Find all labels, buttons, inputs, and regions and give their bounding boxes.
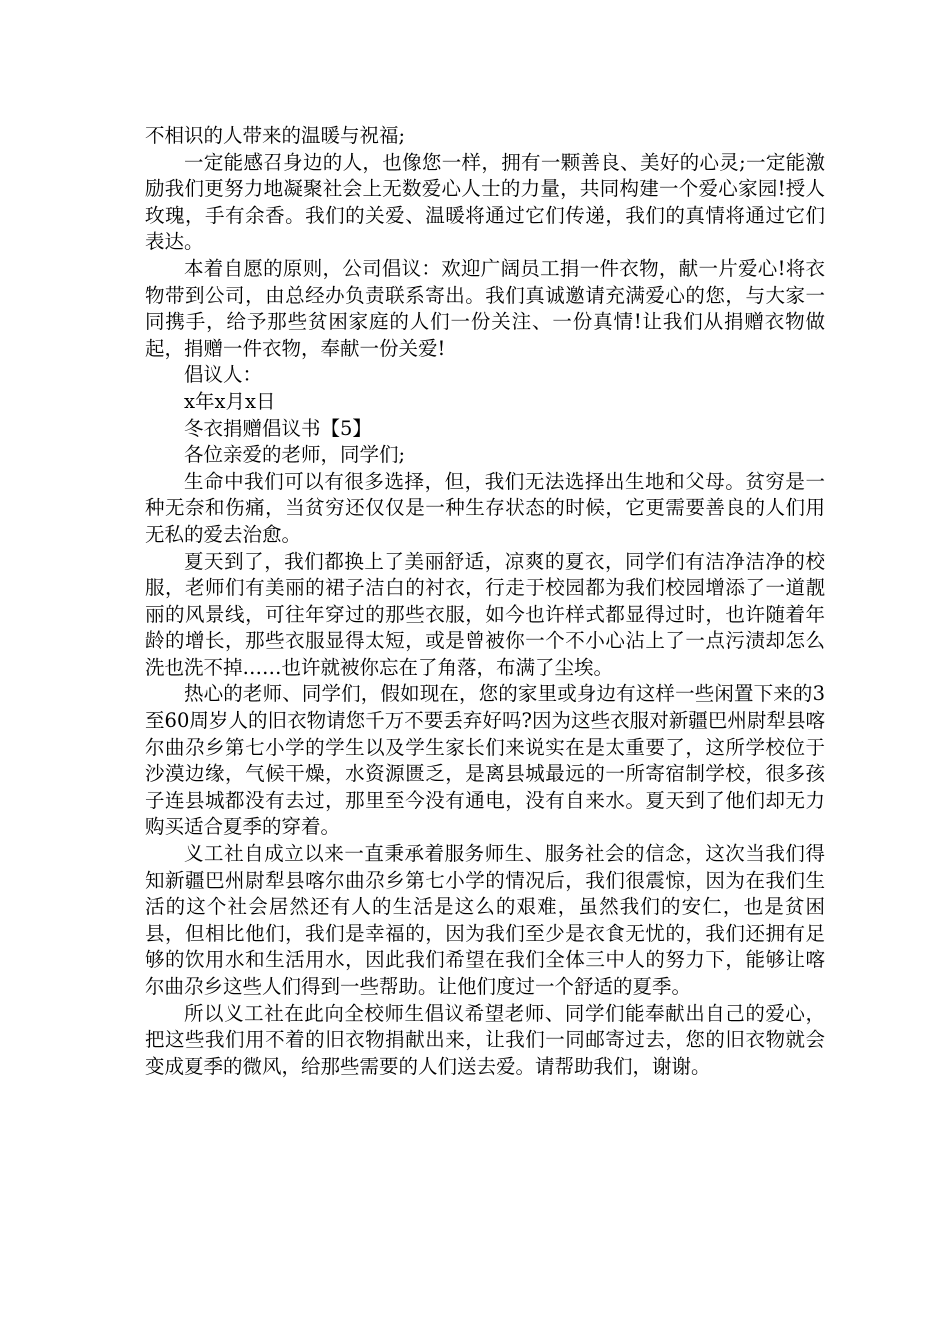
section-title: 冬衣捐赠倡议书【5】 bbox=[184, 416, 372, 440]
paragraph-poverty: 生命中我们可以有很多选择，但，我们无法选择出生地和父母。贫穷是一种无奈和伤痛，当贫穷还仅仅是一种生存状态的时候，它更需要善良的人们用无私的爱去治愈。 bbox=[145, 469, 825, 546]
paragraph-closing-appeal: 所以义工社在此向全校师生倡议希望老师、同学们能奉献出自己的爱心，把这些我们用不着的旧衣物捐献出来，让我们一同邮寄过去，您的旧衣物就会变成夏季的微风，给那些需要的人们送去爱。请帮助我们，谢谢。 bbox=[145, 1001, 825, 1078]
paragraph-greeting-tail: 不相识的人带来的温暖与祝福; bbox=[145, 124, 406, 147]
date-line: x年x月x日 bbox=[184, 389, 276, 413]
salutation: 各位亲爱的老师，同学们; bbox=[184, 443, 406, 467]
document-body bbox=[145, 123, 825, 1080]
paragraph-company-proposal: 本着自愿的原则，公司倡议：欢迎广阔员工捐一件衣物，献一片爱心!将衣物带到公司，由总经办负责联系寄出。我们真诚邀请充满爱心的您，与大家一同携手，给予那些贫困家庭的人们一份关注、一份真情!让我们从捐赠衣物做起，捐赠一件衣物，奉献一份关爱! bbox=[145, 256, 825, 360]
proposer-label: 倡议人： bbox=[184, 363, 263, 387]
paragraph-inspire: 一定能感召身边的人，也像您一样，拥有一颗善良、美好的心灵;一定能激励我们更努力地凝聚社会上无数爱心人士的力量，共同构建一个爱心家园!授人玫瑰，手有余香。我们的关爱、温暖将通过它们传递，我们的真情将通过它们表达。 bbox=[145, 150, 825, 254]
paragraph-school-need: 热心的老师、同学们，假如现在，您的家里或身边有这样一些闲置下来的3至60周岁人的旧衣物请您千万不要丢弃好吗?因为这些衣服对新疆巴州尉犁县喀尔曲尕乡第七小学的学生以及学生家长们来说实在是太重要了，这所学校位于沙漠边缘，气候干燥，水资源匮乏，是离县城最远的一所寄宿制学校，很多孩子连县城都没有去过，那里至今没有通电，没有自来水。夏天到了他们却无力购买适合夏季的穿着。 bbox=[145, 682, 825, 839]
paragraph-summer-clothes: 夏天到了，我们都换上了美丽舒适，凉爽的夏衣，同学们有洁净洁净的校服，老师们有美丽的裙子洁白的衬衣，行走于校园都为我们校园增添了一道靓丽的风景线，可往年穿过的那些衣服，如今也许样式都显得过时，也许随着年龄的增长，那些衣服显得太短，或是曾被你一个不小心沾上了一点污渍却怎么洗也洗不掉……也许就被你忘在了角落，布满了尘埃。 bbox=[145, 549, 825, 679]
paragraph-volunteer-club: 义工社自成立以来一直秉承着服务师生、服务社会的信念，这次当我们得知新疆巴州尉犁县喀尔曲尕乡第七小学的情况后，我们很震惊，因为在我们生活的这个社会居然还有人的生活是这么的艰难，虽然我们的安仁，也是贫困县，但相比他们，我们是幸福的，因为我们至少是衣食无忧的，我们还拥有足够的饮用水和生活用水，因此我们希望在我们全体三中人的努力下，能够让喀尔曲尕乡这些人们得到一些帮助。让他们度过一个舒适的夏季。 bbox=[145, 842, 825, 998]
